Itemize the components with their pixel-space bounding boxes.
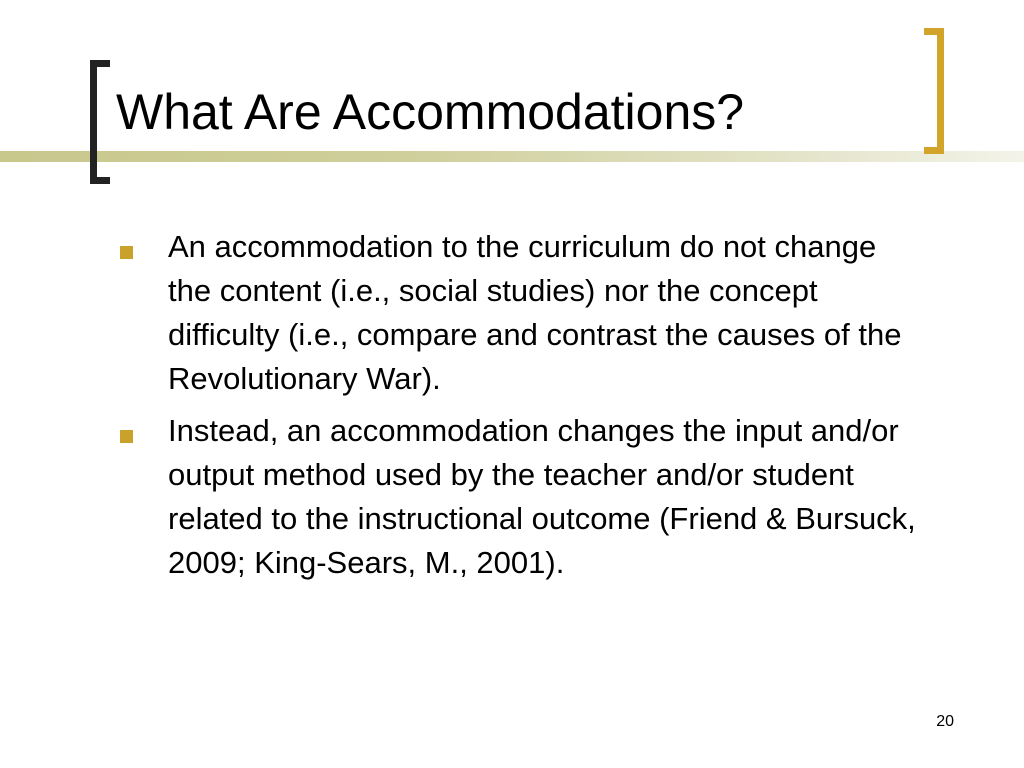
slide-title: What Are Accommodations? (116, 84, 745, 140)
page-number: 20 (936, 713, 954, 730)
square-bullet-icon (120, 430, 133, 443)
bullet-list (116, 225, 916, 593)
list-item (116, 409, 916, 585)
right-bracket-decoration (924, 28, 944, 154)
list-item (116, 225, 916, 401)
title-underline-band (0, 151, 1024, 162)
bullet-text: Instead, an accommodation changes the input and/or output method used by the teacher and/or student related to the instructional outcome (Friend & Bursuck, 2009; King-Sears, M., 2001). (168, 413, 916, 580)
left-bracket-decoration (90, 60, 110, 184)
square-bullet-icon (120, 246, 133, 259)
bullet-text: An accommodation to the curriculum do not change the content (i.e., social studies) nor the concept difficulty (i.e., compare and contrast the causes of the Revolutionary War). (168, 229, 902, 396)
